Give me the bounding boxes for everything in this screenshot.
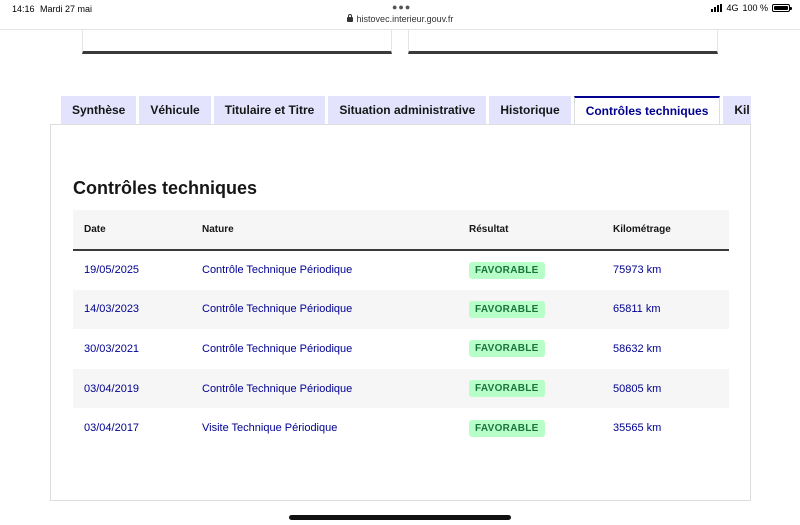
page-title: Contrôles techniques (73, 178, 258, 198)
cell-nature: Contrôle Technique Périodique (202, 342, 353, 355)
battery-label: 100 % (742, 3, 768, 13)
cell-date: 03/04/2017 (84, 422, 140, 435)
battery-icon (772, 4, 790, 12)
status-time: 14:16 (12, 4, 35, 14)
cell-kilometrage: 58632 km (613, 342, 662, 355)
cell-kilometrage: 65811 km (613, 303, 661, 316)
status-date: Mardi 27 mai (40, 4, 93, 14)
cell-resultat (458, 369, 602, 409)
info-card-right (408, 30, 718, 54)
tab-vehicule[interactable]: Véhicule (139, 96, 210, 124)
cell-date: 19/05/2025 (84, 264, 140, 277)
cell-resultat (458, 290, 602, 330)
battery-fill (774, 6, 788, 10)
header-kilometrage: Kilométrage (613, 224, 671, 235)
cell-nature: Contrôle Technique Périodique (202, 303, 353, 316)
tab-kilometrage[interactable]: Kil (723, 96, 751, 124)
table-row (73, 290, 729, 330)
cell-nature: Visite Technique Périodique (202, 422, 338, 435)
tab-controles-techniques[interactable]: Contrôles techniques (574, 96, 721, 124)
tab-bar (61, 96, 751, 124)
cell-nature: Contrôle Technique Périodique (202, 264, 353, 277)
cell-kilometrage: 35565 km (613, 422, 662, 435)
table-row (73, 329, 729, 369)
header-date: Date (84, 224, 106, 235)
tab-panel (50, 124, 751, 501)
status-badge: FAVORABLE (469, 301, 545, 318)
header-resultat: Résultat (469, 224, 509, 235)
address-url: histovec.interieur.gouv.fr (356, 14, 454, 24)
status-badge: FAVORABLE (469, 420, 545, 437)
status-badge: FAVORABLE (469, 340, 545, 357)
tab-historique[interactable]: Historique (489, 96, 570, 124)
signal-icon (711, 4, 722, 12)
cell-resultat (458, 408, 602, 448)
info-card-left (82, 30, 392, 54)
cell-kilometrage: 50805 km (613, 382, 662, 395)
more-dots-icon[interactable]: ●●● (392, 2, 412, 12)
cell-date: 03/04/2019 (84, 382, 140, 395)
cell-date: 30/03/2021 (84, 342, 140, 355)
table-header-row (73, 210, 729, 250)
table-row (73, 369, 729, 409)
tab-titulaire-titre[interactable]: Titulaire et Titre (214, 96, 326, 124)
status-badge: FAVORABLE (469, 380, 545, 397)
lock-icon (347, 17, 353, 22)
header-nature: Nature (202, 224, 234, 235)
cell-nature: Contrôle Technique Périodique (202, 382, 353, 395)
controles-table (73, 210, 729, 448)
tab-situation-administrative[interactable]: Situation administrative (328, 96, 486, 124)
cell-kilometrage: 75973 km (613, 264, 662, 277)
table-row (73, 250, 729, 290)
table-row (73, 408, 729, 448)
cell-resultat (458, 250, 602, 290)
tab-synthese[interactable]: Synthèse (61, 96, 136, 124)
cell-resultat (458, 329, 602, 369)
address-bar[interactable] (0, 14, 800, 24)
cell-date: 14/03/2023 (84, 303, 140, 316)
network-label: 4G (726, 3, 739, 13)
status-indicators (711, 3, 790, 13)
status-badge: FAVORABLE (469, 262, 545, 279)
status-bar (0, 0, 800, 30)
home-indicator[interactable] (289, 515, 511, 520)
